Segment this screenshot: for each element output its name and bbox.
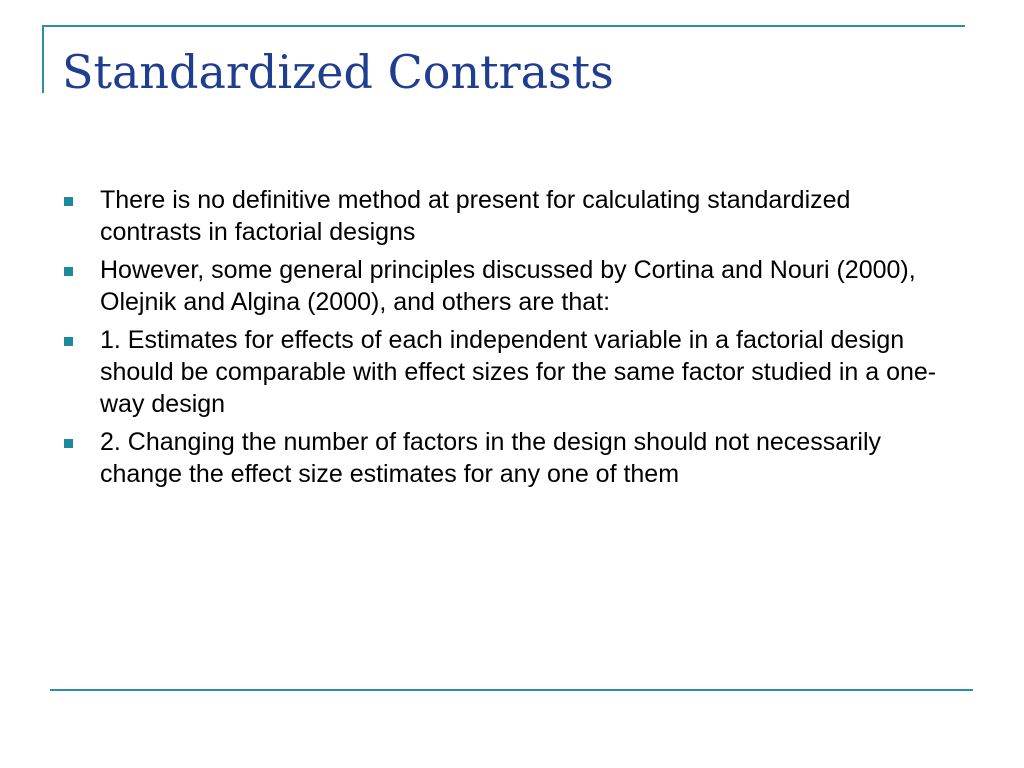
bullet-text: However, some general principles discussed by Cortina and Nouri (2000), Olejnik and Algina (2000), and others are that: (100, 256, 916, 316)
bullet-item (64, 184, 954, 248)
bullet-text: There is no definitive method at present for calculating standardized contrasts in factorial designs (100, 186, 851, 246)
bullet-item (64, 324, 954, 420)
bullet-item (64, 426, 954, 490)
square-bullet-icon (64, 337, 73, 346)
square-bullet-icon (64, 197, 73, 206)
bullet-list (64, 184, 954, 496)
square-bullet-icon (64, 267, 73, 276)
frame-bottom-rule (50, 689, 973, 691)
frame-top-rule (42, 25, 965, 27)
bullet-text: 2. Changing the number of factors in the design should not necessarily change the effect size estimates for any one of them (100, 428, 882, 488)
slide-title: Standardized Contrasts (62, 45, 614, 99)
bullet-item (64, 254, 954, 318)
bullet-text: 1. Estimates for effects of each independent variable in a factorial design should be comparable with effect sizes for the same factor studied in a one-way design (100, 326, 937, 418)
frame-left-rule (42, 25, 44, 93)
square-bullet-icon (64, 439, 73, 448)
